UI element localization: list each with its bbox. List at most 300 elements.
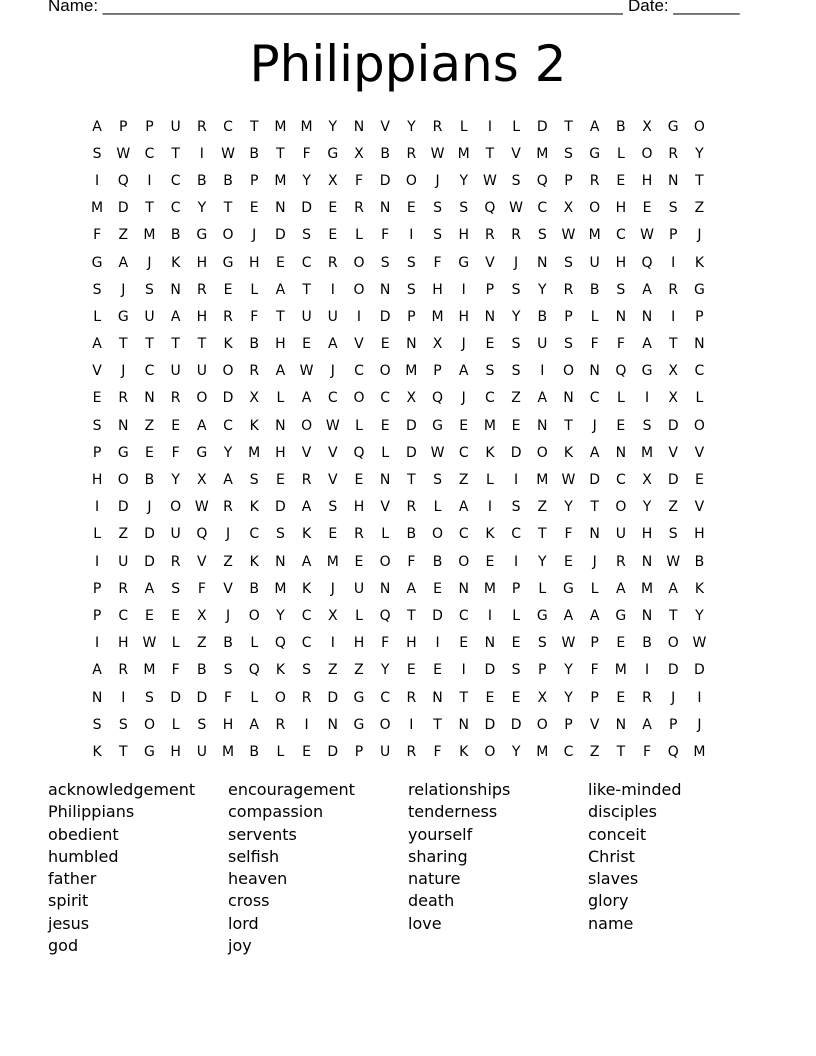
grid-letter: B <box>432 553 443 570</box>
grid-letter: L <box>276 743 285 760</box>
grid-letter: S <box>511 363 521 380</box>
grid-letter: G <box>641 363 653 380</box>
grid-letter: W <box>116 145 131 162</box>
grid-letter: F <box>302 145 311 162</box>
grid-letter: Z <box>223 553 233 570</box>
grid-letter: F <box>433 743 442 760</box>
grid-letter: I <box>95 553 100 570</box>
grid-letter: C <box>511 526 521 543</box>
grid-letter: T <box>485 145 495 162</box>
grid-letter: L <box>355 607 363 624</box>
grid-letter: P <box>564 308 573 325</box>
word-list-item: acknowledgement <box>48 780 196 799</box>
grid-letter: C <box>170 172 181 189</box>
grid-letter: J <box>252 227 257 244</box>
grid-letter: O <box>196 390 208 407</box>
grid-letter: N <box>537 254 548 271</box>
grid-letter: E <box>328 526 338 543</box>
grid-letter: X <box>563 200 574 217</box>
grid-letter: S <box>380 254 390 271</box>
grid-letter: F <box>250 308 259 325</box>
grid-letter: A <box>275 281 286 298</box>
grid-letter: I <box>330 281 335 298</box>
grid-letter: G <box>458 254 470 271</box>
grid-letter: G <box>222 254 234 271</box>
grid-letter: O <box>589 200 601 217</box>
grid-letter: F <box>381 227 390 244</box>
grid-letter: S <box>511 336 521 353</box>
grid-letter: L <box>590 308 599 325</box>
grid-letter: R <box>223 308 233 325</box>
grid-letter: Y <box>564 689 573 706</box>
grid-letter: U <box>353 580 365 597</box>
grid-letter: T <box>276 145 285 162</box>
grid-letter: Y <box>695 145 704 162</box>
grid-letter: L <box>276 390 285 407</box>
grid-letter: N <box>615 716 627 733</box>
grid-letter: H <box>91 472 103 489</box>
grid-letter: Y <box>511 308 521 325</box>
grid-letter: I <box>330 635 335 652</box>
grid-letter: Q <box>117 172 129 189</box>
grid-letter: D <box>667 417 679 434</box>
grid-letter: R <box>301 472 312 489</box>
grid-letter: R <box>275 716 286 733</box>
grid-letter: Y <box>276 607 285 624</box>
grid-letter: Y <box>538 281 547 298</box>
grid-letter: T <box>171 145 180 162</box>
grid-letter: R <box>196 281 207 298</box>
grid-letter: P <box>590 635 599 652</box>
grid-letter: O <box>484 743 496 760</box>
grid-letter: U <box>170 118 181 135</box>
grid-letter: B <box>144 472 155 489</box>
word-list-item: yourself <box>408 824 473 844</box>
grid-letter: N <box>327 716 339 733</box>
grid-letter: S <box>118 716 128 733</box>
word-list-item: tenderness <box>408 802 498 822</box>
grid-letter: I <box>95 172 100 189</box>
grid-letter: N <box>694 336 705 353</box>
grid-letter: V <box>197 553 207 570</box>
grid-letter: Z <box>537 499 548 516</box>
grid-letter: C <box>694 363 705 380</box>
grid-letter: F <box>590 662 599 679</box>
grid-letter: Y <box>564 662 573 679</box>
grid-letter: R <box>406 499 417 516</box>
grid-letter: D <box>222 390 234 407</box>
grid-letter: B <box>694 553 705 570</box>
grid-letter: D <box>589 472 601 489</box>
grid-letter: A <box>642 281 652 298</box>
grid-letter: I <box>487 499 492 516</box>
grid-letter: A <box>170 308 181 325</box>
grid-letter: E <box>459 635 469 652</box>
grid-letter: R <box>354 200 364 217</box>
grid-letter: S <box>406 254 416 271</box>
grid-letter: L <box>250 635 259 652</box>
grid-letter: P <box>433 363 442 380</box>
grid-letter: S <box>668 526 678 543</box>
grid-letter: H <box>458 227 469 244</box>
grid-letter: D <box>510 716 522 733</box>
grid-letter: A <box>458 363 469 380</box>
grid-letter: J <box>147 499 152 516</box>
grid-letter: V <box>694 444 705 461</box>
word-list-item: servents <box>228 824 297 844</box>
grid-letter: L <box>355 227 363 244</box>
word-list-item: cross <box>228 891 270 911</box>
grid-letter: H <box>248 254 260 271</box>
grid-letter: G <box>91 254 103 271</box>
grid-letter: S <box>537 227 547 244</box>
grid-letter: W <box>142 635 157 652</box>
grid-letter: B <box>406 526 417 543</box>
grid-letter: E <box>354 553 364 570</box>
grid-letter: C <box>118 607 129 624</box>
grid-letter: X <box>642 118 652 135</box>
grid-letter: A <box>458 499 469 516</box>
word-list-item: relationships <box>408 780 511 799</box>
grid-letter: R <box>511 227 521 244</box>
grid-letter: D <box>510 444 522 461</box>
grid-letter: S <box>302 227 312 244</box>
grid-letter: I <box>514 553 519 570</box>
grid-letter: V <box>223 580 233 597</box>
grid-letter: F <box>171 662 180 679</box>
grid-letter: Q <box>353 444 365 461</box>
grid-letter: F <box>354 172 363 189</box>
word-list-item: selfish <box>228 846 280 866</box>
grid-letter: E <box>145 607 154 624</box>
grid-letter: P <box>485 281 495 298</box>
worksheet-header <box>48 0 748 20</box>
grid-letter: I <box>697 689 702 706</box>
grid-letter: C <box>485 390 495 407</box>
grid-letter: D <box>379 172 391 189</box>
grid-letter: O <box>353 254 365 271</box>
grid-letter: P <box>119 118 128 135</box>
grid-letter: I <box>514 472 519 489</box>
grid-letter: L <box>695 390 704 407</box>
grid-letter: A <box>301 390 312 407</box>
grid-letter: K <box>302 580 312 597</box>
grid-letter: C <box>589 390 600 407</box>
grid-letter: X <box>197 472 207 489</box>
grid-letter: M <box>588 227 601 244</box>
word-list-column <box>48 779 228 957</box>
grid-letter: A <box>301 499 312 516</box>
grid-letter: D <box>275 227 286 244</box>
grid-letter: M <box>143 227 156 244</box>
grid-letter: M <box>274 580 287 597</box>
grid-letter: W <box>666 553 681 570</box>
grid-letter: B <box>249 336 260 353</box>
grid-letter: E <box>406 662 416 679</box>
grid-letter: Y <box>197 200 207 217</box>
grid-letter: N <box>458 580 469 597</box>
grid-letter: R <box>406 743 417 760</box>
grid-letter: K <box>459 743 469 760</box>
grid-letter: Z <box>458 472 469 489</box>
grid-letter: M <box>274 118 287 135</box>
grid-letter: F <box>616 336 625 353</box>
grid-letter: I <box>121 689 126 706</box>
grid-letter: L <box>93 308 101 325</box>
grid-letter: S <box>564 145 573 162</box>
grid-letter: J <box>121 281 126 298</box>
word-list-item: obedient <box>48 824 119 844</box>
grid-letter: H <box>118 635 129 652</box>
grid-letter: Y <box>538 553 547 570</box>
letter-grid <box>84 113 713 766</box>
grid-letter: Q <box>274 635 286 652</box>
grid-letter: B <box>537 308 548 325</box>
grid-letter: A <box>563 607 574 624</box>
word-list-item: glory <box>588 891 629 911</box>
grid-letter: S <box>433 200 442 217</box>
grid-letter: I <box>487 118 492 135</box>
grid-letter: C <box>354 363 364 380</box>
grid-letter: E <box>406 200 416 217</box>
grid-letter: N <box>641 607 653 624</box>
grid-letter: D <box>694 662 705 679</box>
grid-letter: J <box>514 254 519 271</box>
grid-letter: C <box>223 417 233 434</box>
grid-letter: D <box>432 607 443 624</box>
grid-letter: R <box>406 145 417 162</box>
grid-letter: C <box>458 444 469 461</box>
grid-letter: O <box>693 118 705 135</box>
grid-letter: I <box>487 607 492 624</box>
grid-letter: A <box>406 580 417 597</box>
grid-letter: E <box>302 743 312 760</box>
grid-letter: N <box>589 363 600 380</box>
grid-letter: S <box>145 689 154 706</box>
grid-letter: I <box>304 716 309 733</box>
word-list-item: spirit <box>48 891 89 911</box>
grid-letter: D <box>536 118 548 135</box>
grid-letter: M <box>300 118 313 135</box>
word-list-column <box>588 779 768 957</box>
grid-letter: T <box>538 526 547 543</box>
grid-letter: N <box>537 417 548 434</box>
grid-letter: X <box>327 172 338 189</box>
grid-letter: T <box>668 336 678 353</box>
grid-letter: I <box>540 363 545 380</box>
word-list-item: god <box>48 936 79 956</box>
grid-letter: K <box>249 553 259 570</box>
grid-letter: S <box>511 172 521 189</box>
grid-letter: C <box>301 635 312 652</box>
grid-letter: C <box>615 227 626 244</box>
grid-letter: M <box>248 444 261 461</box>
grid-letter: C <box>327 390 338 407</box>
grid-letter: M <box>274 172 287 189</box>
grid-letter: H <box>615 200 627 217</box>
grid-letter: S <box>485 363 495 380</box>
grid-letter: O <box>248 607 260 624</box>
grid-letter: G <box>196 444 208 461</box>
grid-letter: M <box>536 472 549 489</box>
grid-letter: E <box>511 635 521 652</box>
grid-letter: Y <box>302 172 311 189</box>
grid-letter: S <box>511 662 521 679</box>
grid-letter: N <box>170 281 181 298</box>
grid-letter: X <box>537 689 548 706</box>
grid-letter: K <box>563 444 574 461</box>
grid-letter: E <box>433 662 442 679</box>
grid-letter: H <box>615 254 627 271</box>
grid-letter: Q <box>667 743 679 760</box>
grid-letter: S <box>406 281 416 298</box>
grid-letter: L <box>381 526 390 543</box>
grid-letter: O <box>143 716 155 733</box>
grid-letter: R <box>327 254 338 271</box>
grid-letter: L <box>250 281 259 298</box>
grid-letter: A <box>668 580 678 597</box>
grid-letter: D <box>144 526 155 543</box>
grid-letter: E <box>328 200 338 217</box>
grid-letter: L <box>590 580 599 597</box>
grid-letter: V <box>380 118 390 135</box>
word-list-item: heaven <box>228 869 288 889</box>
grid-letter: H <box>275 444 286 461</box>
grid-letter: T <box>590 499 599 516</box>
grid-letter: W <box>325 417 340 434</box>
grid-letter: M <box>405 363 418 380</box>
grid-letter: M <box>693 743 706 760</box>
grid-letter: K <box>485 444 495 461</box>
grid-letter: R <box>118 662 129 679</box>
grid-letter: E <box>275 472 285 489</box>
grid-letter: S <box>171 580 181 597</box>
grid-letter: Y <box>459 172 468 189</box>
grid-letter: F <box>643 743 652 760</box>
grid-letter: E <box>694 472 704 489</box>
grid-letter: I <box>409 716 414 733</box>
word-list-item: like-minded <box>588 780 682 799</box>
grid-letter: R <box>354 526 364 543</box>
grid-letter: B <box>170 227 181 244</box>
grid-letter: W <box>221 145 235 162</box>
grid-letter: A <box>589 444 600 461</box>
grid-letter: Q <box>615 363 627 380</box>
grid-letter: A <box>642 336 652 353</box>
grid-letter: S <box>92 716 102 733</box>
grid-letter: U <box>589 254 600 271</box>
grid-letter: X <box>432 336 443 353</box>
grid-letter: I <box>409 227 414 244</box>
grid-letter: L <box>171 716 180 733</box>
grid-letter: C <box>380 390 391 407</box>
grid-letter: I <box>644 662 650 679</box>
grid-letter: V <box>589 716 600 733</box>
grid-letter: Z <box>354 662 364 679</box>
grid-letter: N <box>379 281 391 298</box>
grid-letter: K <box>171 254 181 271</box>
grid-letter: P <box>354 743 364 760</box>
grid-letter: S <box>92 417 102 434</box>
grid-letter: P <box>538 662 547 679</box>
grid-letter: F <box>590 336 599 353</box>
grid-letter: Y <box>223 444 233 461</box>
date-field-label: Date: _______ <box>628 0 740 15</box>
grid-letter: C <box>301 607 312 624</box>
grid-letter: S <box>564 336 573 353</box>
grid-letter: G <box>117 308 129 325</box>
grid-letter: T <box>223 200 233 217</box>
grid-letter: N <box>563 390 574 407</box>
grid-letter: E <box>380 417 390 434</box>
grid-letter: F <box>93 227 102 244</box>
grid-letter: Y <box>328 118 338 135</box>
grid-letter: A <box>92 662 102 679</box>
word-list-item: humbled <box>48 846 119 866</box>
grid-letter: O <box>432 526 444 543</box>
grid-letter: R <box>615 553 626 570</box>
grid-letter: C <box>380 689 391 706</box>
grid-letter: Y <box>642 499 652 516</box>
grid-letter: D <box>667 472 679 489</box>
grid-letter: I <box>435 635 440 652</box>
grid-letter: Z <box>668 499 679 516</box>
grid-letter: B <box>197 172 207 189</box>
grid-letter: A <box>327 336 338 353</box>
grid-letter: R <box>642 689 652 706</box>
grid-letter: U <box>196 363 207 380</box>
grid-letter: L <box>381 444 390 461</box>
grid-letter: S <box>197 716 207 733</box>
grid-letter: T <box>145 200 154 217</box>
grid-letter: A <box>537 390 548 407</box>
grid-letter: R <box>118 390 129 407</box>
grid-letter: O <box>562 363 574 380</box>
grid-letter: M <box>221 743 235 760</box>
grid-letter: N <box>379 472 391 489</box>
grid-letter: B <box>197 662 207 679</box>
grid-letter: E <box>302 336 312 353</box>
grid-letter: U <box>144 308 155 325</box>
grid-letter: L <box>616 390 625 407</box>
grid-letter: F <box>171 444 180 461</box>
grid-letter: Q <box>641 254 653 271</box>
grid-letter: T <box>459 689 468 706</box>
grid-letter: C <box>249 526 260 543</box>
grid-letter: D <box>144 553 155 570</box>
grid-letter: R <box>406 689 417 706</box>
grid-letter: P <box>92 607 102 624</box>
grid-letter: E <box>275 254 285 271</box>
word-list-item: father <box>48 869 97 889</box>
grid-letter: F <box>407 553 416 570</box>
grid-letter: T <box>145 336 154 353</box>
grid-letter: B <box>249 145 260 162</box>
grid-letter: O <box>222 227 234 244</box>
grid-letter: P <box>668 227 678 244</box>
grid-letter: G <box>589 145 601 162</box>
grid-letter: O <box>458 553 470 570</box>
grid-letter: P <box>249 172 259 189</box>
grid-letter: R <box>668 281 679 298</box>
word-list-item: lord <box>228 913 259 933</box>
word-list-column <box>228 779 408 957</box>
grid-letter: T <box>407 607 416 624</box>
word-list-item: joy <box>228 936 252 956</box>
grid-letter: D <box>327 689 339 706</box>
grid-letter: I <box>95 499 100 516</box>
word-list-item: jesus <box>48 913 90 933</box>
